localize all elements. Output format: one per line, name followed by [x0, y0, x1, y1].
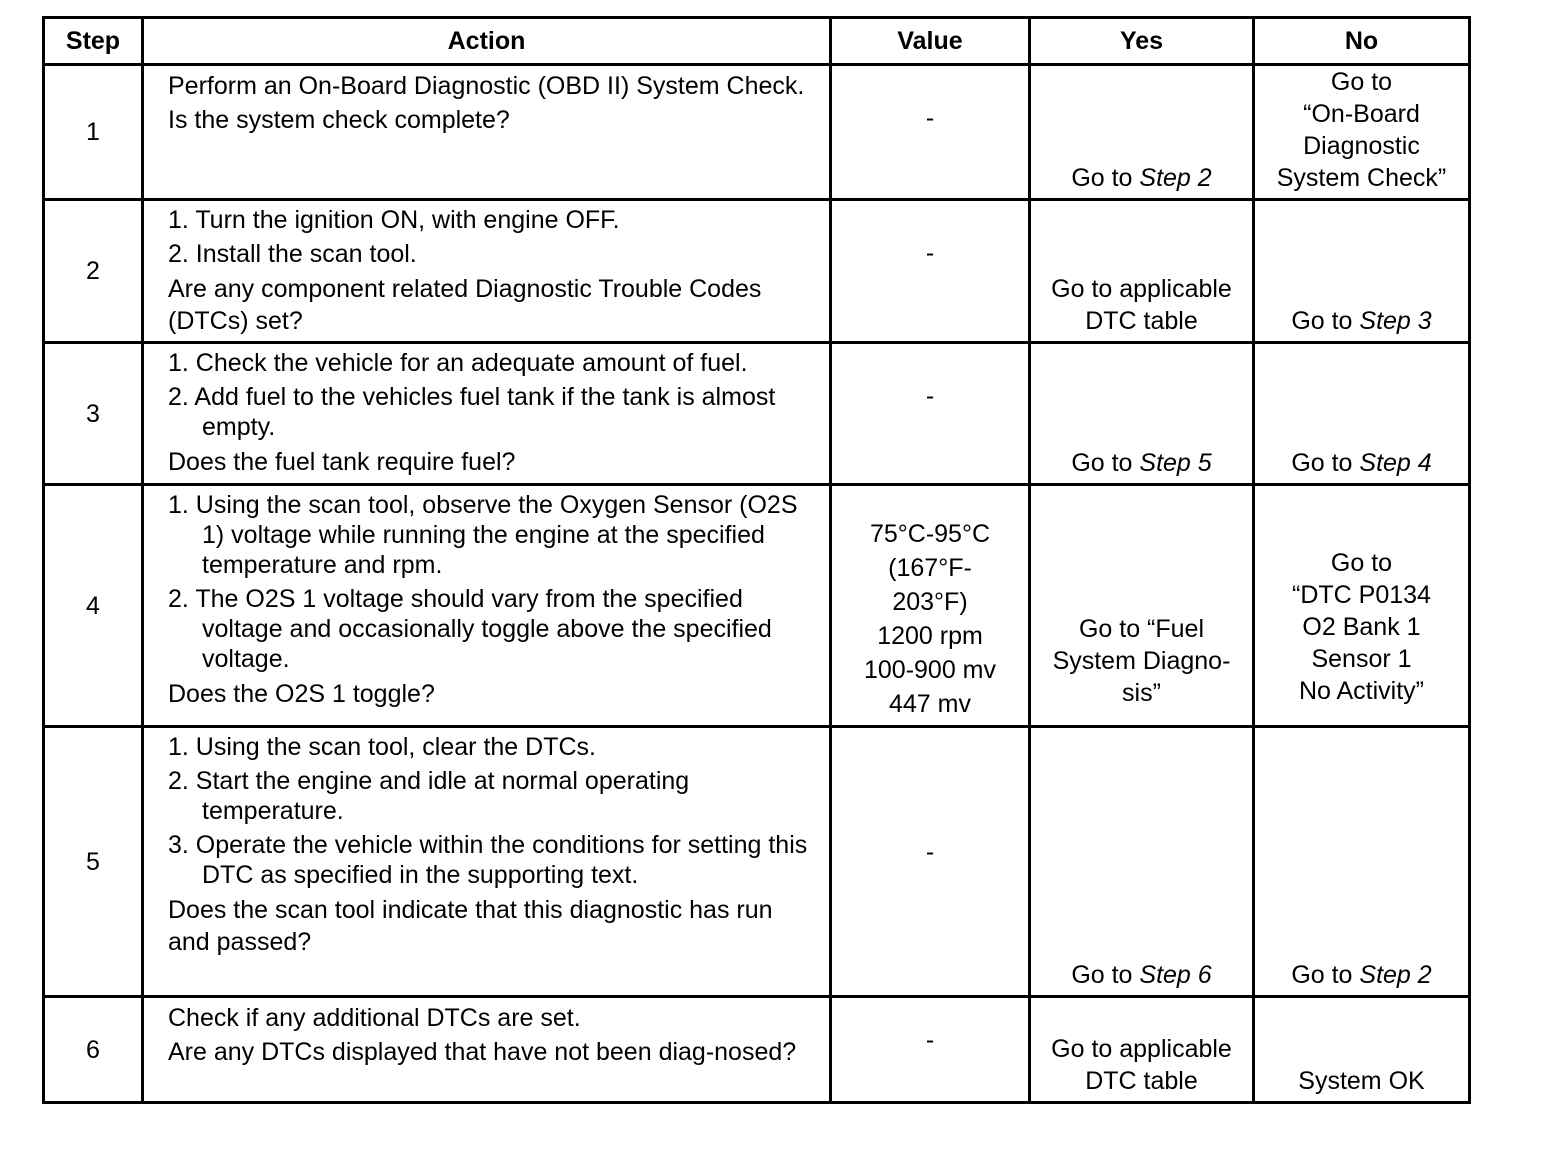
no-line: Diagnostic	[1303, 132, 1420, 160]
no-line: “DTC P0134	[1292, 581, 1431, 609]
table-row-step-1	[44, 65, 1470, 200]
value-dash: -	[925, 382, 935, 410]
no-cell	[1254, 997, 1470, 1103]
header-yes: Yes	[1030, 18, 1254, 65]
value-line: 203°F)	[892, 588, 968, 616]
action-intro: Check if any additional DTCs are set.	[168, 1004, 581, 1032]
no-line: O2 Bank 1	[1302, 613, 1421, 641]
no-step-ref: Step 4	[1359, 449, 1432, 477]
step-number: 1	[44, 65, 143, 200]
table-row-step-5	[44, 727, 1470, 997]
yes-cell	[1030, 343, 1254, 485]
table-row-step-2	[44, 200, 1470, 343]
yes-line: Go to applicable	[1051, 275, 1232, 303]
value-line: 1200 rpm	[877, 622, 983, 650]
yes-cell	[1030, 997, 1254, 1103]
action-question: Does the O2S 1 toggle?	[168, 680, 435, 708]
value-line: 100-900 mv	[863, 656, 997, 684]
header-step: Step	[44, 18, 143, 65]
no-cell	[1254, 200, 1470, 343]
step-number: 4	[44, 485, 143, 727]
step-number: 6	[44, 997, 143, 1103]
step-number: 3	[44, 343, 143, 485]
value-line: 447 mv	[889, 690, 971, 718]
value-dash: -	[925, 837, 935, 866]
yes-line: System Diagno-	[1052, 647, 1231, 675]
header-value: Value	[831, 18, 1030, 65]
no-step-ref: Step 3	[1359, 307, 1432, 335]
action-item: 1. Check the vehicle for an adequate amount of fuel.	[168, 349, 748, 377]
yes-prefix: Go to	[1071, 449, 1140, 477]
value-cell	[831, 485, 1030, 727]
action-question: Are any component related Diagnostic Trouble Codes (DTCs) set?	[168, 275, 762, 335]
action-item: 1. Turn the ignition ON, with engine OFF.	[168, 206, 620, 234]
yes-step-ref: Step 5	[1139, 449, 1212, 477]
diagnostic-table	[42, 16, 1471, 1104]
action-question: Are any DTCs displayed that have not been diag-nosed?	[168, 1038, 797, 1066]
no-line: “On-Board	[1303, 100, 1420, 128]
value-cell	[831, 65, 1030, 200]
value-dash: -	[925, 1025, 935, 1054]
action-intro: Perform an On-Board Diagnostic (OBD II) System Check.	[168, 72, 805, 100]
step-number: 5	[44, 727, 143, 997]
action-item: 3. Operate the vehicle within the conditions for setting this DTC as specified in the supporting text.	[168, 831, 808, 889]
value-line: 75°C-95°C	[869, 520, 991, 548]
action-item: 2. Add fuel to the vehicles fuel tank if the tank is almost empty.	[168, 383, 776, 441]
header-row	[44, 18, 1470, 65]
no-prefix: Go to	[1291, 307, 1360, 335]
action-cell	[143, 65, 831, 200]
value-cell	[831, 997, 1030, 1103]
table-row-step-3	[44, 343, 1470, 485]
yes-cell	[1030, 485, 1254, 727]
yes-line: sis”	[1122, 679, 1161, 707]
value-dash: -	[925, 239, 935, 267]
no-cell	[1254, 727, 1470, 997]
action-item: 2. Start the engine and idle at normal operating temperature.	[168, 767, 690, 825]
no-line: Go to	[1330, 68, 1393, 96]
no-cell	[1254, 65, 1470, 200]
action-question: Does the scan tool indicate that this diagnostic has run and passed?	[168, 896, 773, 956]
action-item: 1. Using the scan tool, clear the DTCs.	[168, 733, 596, 761]
value-cell	[831, 343, 1030, 485]
step-number: 2	[44, 200, 143, 343]
action-item: 1. Using the scan tool, observe the Oxygen Sensor (O2S 1) voltage while running the engine at the specified temperature and rpm.	[168, 491, 798, 579]
no-step-ref: Step 2	[1359, 961, 1432, 989]
action-cell	[143, 485, 831, 727]
yes-line: DTC table	[1085, 1067, 1198, 1095]
yes-cell	[1030, 727, 1254, 997]
value-line: (167°F-	[888, 554, 972, 582]
no-prefix: Go to	[1291, 961, 1360, 989]
no-line: Sensor 1	[1311, 645, 1412, 673]
yes-line: Go to “Fuel	[1078, 615, 1205, 643]
action-cell	[143, 727, 831, 997]
header-no: No	[1254, 18, 1470, 65]
yes-prefix: Go to	[1071, 164, 1140, 192]
yes-line: DTC table	[1085, 307, 1198, 335]
yes-cell	[1030, 200, 1254, 343]
no-line: No Activity”	[1298, 677, 1425, 705]
action-question: Does the fuel tank require fuel?	[168, 448, 516, 476]
value-cell	[831, 727, 1030, 997]
no-text: System OK	[1298, 1067, 1425, 1095]
action-question: Is the system check complete?	[168, 106, 510, 134]
yes-prefix: Go to	[1071, 961, 1140, 989]
yes-step-ref: Step 6	[1139, 961, 1212, 989]
table-row-step-6	[44, 997, 1470, 1103]
yes-line: Go to applicable	[1051, 1035, 1232, 1063]
yes-cell	[1030, 65, 1254, 200]
action-item: 2. Install the scan tool.	[168, 240, 417, 268]
action-cell	[143, 997, 831, 1103]
action-cell	[143, 200, 831, 343]
no-cell	[1254, 485, 1470, 727]
action-item: 2. The O2S 1 voltage should vary from the specified voltage and occasionally toggle above the specified voltage.	[168, 585, 772, 673]
table-row-step-4	[44, 485, 1470, 727]
no-cell	[1254, 343, 1470, 485]
header-action: Action	[143, 18, 831, 65]
no-line: System Check”	[1276, 164, 1447, 192]
no-prefix: Go to	[1291, 449, 1360, 477]
no-line: Go to	[1330, 549, 1393, 577]
yes-step-ref: Step 2	[1139, 164, 1212, 192]
value-dash: -	[925, 104, 935, 132]
value-cell	[831, 200, 1030, 343]
action-cell	[143, 343, 831, 485]
